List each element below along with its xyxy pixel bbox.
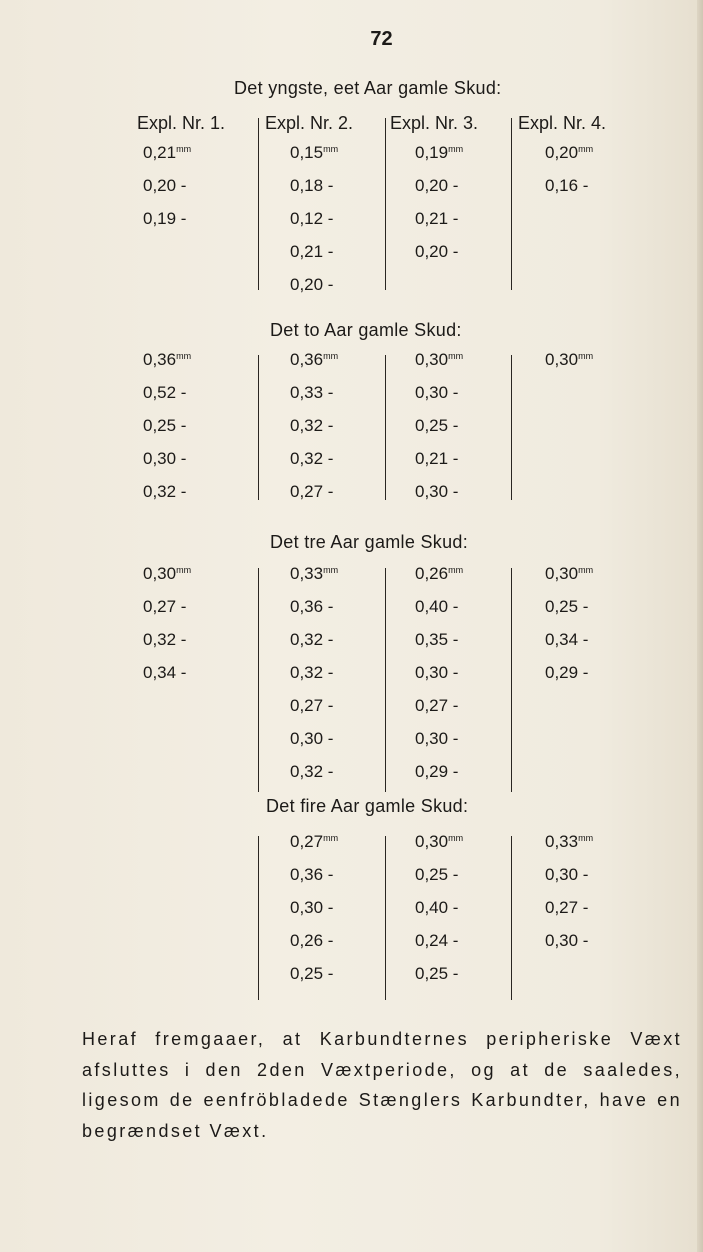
measurement-value: 0,21 - bbox=[415, 449, 459, 468]
measurement-value: 0,40 - bbox=[415, 597, 459, 616]
measurement-value: 0,27 - bbox=[290, 482, 334, 501]
measurement-value: 0,32 - bbox=[290, 449, 334, 468]
column-separator bbox=[511, 118, 512, 290]
measurement-value: $0,30^{mm}$ bbox=[143, 564, 192, 583]
column-separator bbox=[385, 355, 386, 500]
measurement-value: 0,25 - bbox=[415, 416, 459, 435]
column-separator bbox=[258, 118, 259, 290]
measurement-value: 0,30 - bbox=[415, 729, 459, 748]
measurement-value: $0,20^{mm}$ bbox=[545, 143, 594, 162]
measurement-value: $0,33^{mm}$ bbox=[545, 832, 594, 851]
measurement-value: 0,25 - bbox=[545, 597, 589, 616]
measurement-value: 0,12 - bbox=[290, 209, 334, 228]
measurement-value: 0,27 - bbox=[545, 898, 589, 917]
measurement-value: $0,36^{mm}$ bbox=[290, 350, 339, 369]
measurement-value: 0,40 - bbox=[415, 898, 459, 917]
measurement-value: 0,36 - bbox=[290, 597, 334, 616]
measurement-value: 0,30 - bbox=[545, 931, 589, 950]
measurement-value: $0,33^{mm}$ bbox=[290, 564, 339, 583]
page-edge bbox=[697, 0, 703, 1252]
section-title: Det fire Aar gamle Skud: bbox=[266, 796, 469, 816]
measurement-value: $0,21^{mm}$ bbox=[143, 143, 192, 162]
measurement-value: 0,32 - bbox=[290, 762, 334, 781]
measurement-value: $0,30^{mm}$ bbox=[545, 350, 594, 369]
column-separator bbox=[258, 355, 259, 500]
measurement-value: 0,24 - bbox=[415, 931, 459, 950]
column-separator bbox=[511, 355, 512, 500]
measurement-value: 0,25 - bbox=[290, 964, 334, 983]
measurement-value: 0,27 - bbox=[415, 696, 459, 715]
column-separator bbox=[511, 568, 512, 792]
column-header-expl-4: Expl. Nr. 4. bbox=[518, 113, 607, 133]
measurement-value: 0,32 - bbox=[143, 482, 187, 501]
measurement-value: 0,29 - bbox=[545, 663, 589, 682]
measurement-value: 0,34 - bbox=[143, 663, 187, 682]
measurement-value: 0,25 - bbox=[415, 865, 459, 884]
measurement-value: 0,32 - bbox=[143, 630, 187, 649]
measurement-value: 0,19 - bbox=[143, 209, 187, 228]
column-header-expl-2: Expl. Nr. 2. bbox=[265, 113, 354, 133]
measurement-value: $0,30^{mm}$ bbox=[415, 350, 464, 369]
measurement-value: 0,32 - bbox=[290, 663, 334, 682]
measurement-value: 0,36 - bbox=[290, 865, 334, 884]
measurement-value: 0,29 - bbox=[415, 762, 459, 781]
column-separator bbox=[258, 568, 259, 792]
page-number: 72 bbox=[370, 28, 393, 50]
measurement-value: 0,25 - bbox=[143, 416, 187, 435]
measurement-value: 0,21 - bbox=[415, 209, 459, 228]
measurement-value: 0,30 - bbox=[290, 729, 334, 748]
measurement-value: $0,30^{mm}$ bbox=[545, 564, 594, 583]
conclusion-paragraph: Heraf fremgaaer, at Karbundternes peripheriske Væxt afsluttes i den 2den Væxtperiode, og at de saaledes, ligesom de eenfröbladede Stænglers Karbundter, have en begrændset Væxt. bbox=[82, 1029, 682, 1141]
measurement-value: 0,32 - bbox=[290, 416, 334, 435]
section-title: Det tre Aar gamle Skud: bbox=[270, 532, 468, 552]
measurement-value: 0,20 - bbox=[415, 176, 459, 195]
measurement-value: 0,25 - bbox=[415, 964, 459, 983]
column-separator bbox=[385, 836, 386, 1000]
measurement-value: $0,36^{mm}$ bbox=[143, 350, 192, 369]
measurement-value: 0,18 - bbox=[290, 176, 334, 195]
column-separator bbox=[258, 836, 259, 1000]
measurement-value: 0,20 - bbox=[415, 242, 459, 261]
measurement-value: $0,27^{mm}$ bbox=[290, 832, 339, 851]
measurement-value: 0,21 - bbox=[290, 242, 334, 261]
measurement-value: 0,20 - bbox=[143, 176, 187, 195]
measurement-value: 0,27 - bbox=[143, 597, 187, 616]
measurement-value: 0,32 - bbox=[290, 630, 334, 649]
measurement-value: 0,16 - bbox=[545, 176, 589, 195]
section-title: Det yngste, eet Aar gamle Skud: bbox=[234, 78, 502, 98]
column-header-expl-3: Expl. Nr. 3. bbox=[390, 113, 479, 133]
measurement-value: 0,52 - bbox=[143, 383, 187, 402]
measurement-value: 0,26 - bbox=[290, 931, 334, 950]
measurement-value: 0,30 - bbox=[415, 663, 459, 682]
measurement-value: 0,30 - bbox=[415, 383, 459, 402]
measurement-value: 0,30 - bbox=[415, 482, 459, 501]
measurement-value: 0,35 - bbox=[415, 630, 459, 649]
section-title: Det to Aar gamle Skud: bbox=[270, 320, 462, 340]
measurement-value: $0,15^{mm}$ bbox=[290, 143, 339, 162]
measurement-value: 0,34 - bbox=[545, 630, 589, 649]
measurement-value: 0,30 - bbox=[545, 865, 589, 884]
measurement-value: 0,27 - bbox=[290, 696, 334, 715]
measurement-value: 0,33 - bbox=[290, 383, 334, 402]
measurement-value: 0,20 - bbox=[290, 275, 334, 294]
column-separator bbox=[385, 568, 386, 792]
column-separator bbox=[511, 836, 512, 1000]
measurement-value: 0,30 - bbox=[290, 898, 334, 917]
column-header-expl-1: Expl. Nr. 1. bbox=[137, 113, 226, 133]
column-separator bbox=[385, 118, 386, 290]
measurement-value: $0,26^{mm}$ bbox=[415, 564, 464, 583]
measurement-value: $0,19^{mm}$ bbox=[415, 143, 464, 162]
measurement-value: $0,30^{mm}$ bbox=[415, 832, 464, 851]
measurement-value: 0,30 - bbox=[143, 449, 187, 468]
